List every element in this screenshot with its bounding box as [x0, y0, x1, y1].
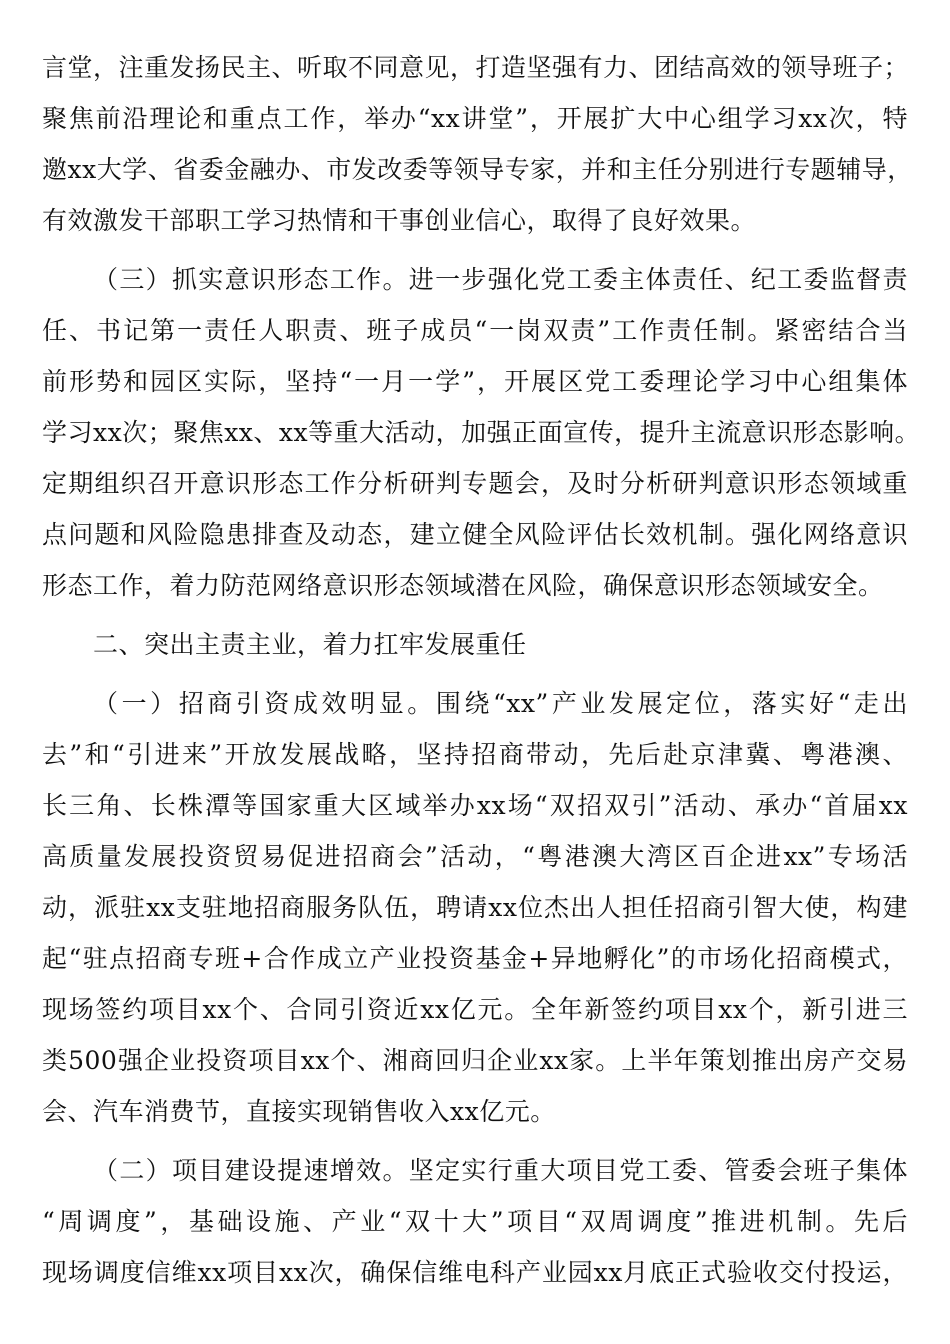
text-line: 形态工作，着力防范网络意识形态领域潜在风险，确保意识形态领域安全。 — [42, 571, 884, 600]
text-line: 类500强企业投资项目xx个、湘商回归企业xx家。上半年策划推出房产交易 — [42, 1046, 908, 1075]
text-line: 现场签约项目xx个、合同引资近xx亿元。全年新签约项目xx个，新引进三 — [42, 995, 908, 1024]
text-line: 邀xx大学、省委金融办、市发改委等领导专家，并和主任分别进行专题辅导， — [42, 155, 913, 184]
text-line: 学习xx次；聚焦xx、xx等重大活动，加强正面宣传，提升主流意识形态影响。 — [42, 418, 921, 447]
text-line: “周调度”，基础设施、产业“双十大”项目“双周调度”推进机制。先后 — [42, 1207, 908, 1236]
text-line: 会、汽车消费节，直接实现销售收入xx亿元。 — [42, 1097, 556, 1126]
text-line: 言堂，注重发扬民主、听取不同意见，打造坚强有力、团结高效的领导班子； — [42, 53, 910, 82]
text-line: 前形势和园区实际，坚持“一月一学”，开展区党工委理论学习中心组集体 — [42, 367, 908, 396]
text-line: 聚焦前沿理论和重点工作，举办“xx讲堂”，开展扩大中心组学习xx次，特 — [42, 104, 908, 133]
section-paragraph-start: （一）招商引资成效明显。围绕“xx”产业发展定位，落实好“走出 — [93, 689, 908, 718]
text-line: 长三角、长株潭等国家重大区域举办xx场“双招双引”活动、承办“首届xx — [42, 791, 908, 820]
text-line: 定期组织召开意识形态工作分析研判专题会，及时分析研判意识形态领域重 — [42, 469, 908, 498]
text-line: 去”和“引进来”开放发展战略，坚持招商带动，先后赴京津冀、粤港澳、 — [42, 740, 908, 769]
section-heading: 二、突出主责主业，着力扛牢发展重任 — [93, 630, 527, 659]
section-paragraph-start: （三）抓实意识形态工作。进一步强化党工委主体责任、纪工委监督责 — [93, 265, 908, 294]
text-line: 有效激发干部职工学习热情和干事创业信心，取得了良好效果。 — [42, 206, 757, 235]
text-line: 起“驻点招商专班+合作成立产业投资基金+异地孵化”的市场化招商模式， — [42, 944, 908, 973]
text-line: 点问题和风险隐患排查及动态，建立健全风险评估长效机制。强化网络意识 — [42, 520, 908, 549]
text-line: 动，派驻xx支驻地招商服务队伍，聘请xx位杰出人担任招商引智大使，构建 — [42, 893, 908, 922]
text-line: 高质量发展投资贸易促进招商会”活动，“粤港澳大湾区百企进xx”专场活 — [42, 842, 908, 871]
section-paragraph-start: （二）项目建设提速增效。坚定实行重大项目党工委、管委会班子集体 — [93, 1156, 908, 1185]
text-line: 现场调度信维xx项目xx次，确保信维电科产业园xx月底正式验收交付投运， — [42, 1258, 908, 1287]
text-line: 任、书记第一责任人职责、班子成员“一岗双责”工作责任制。紧密结合当 — [42, 316, 908, 345]
